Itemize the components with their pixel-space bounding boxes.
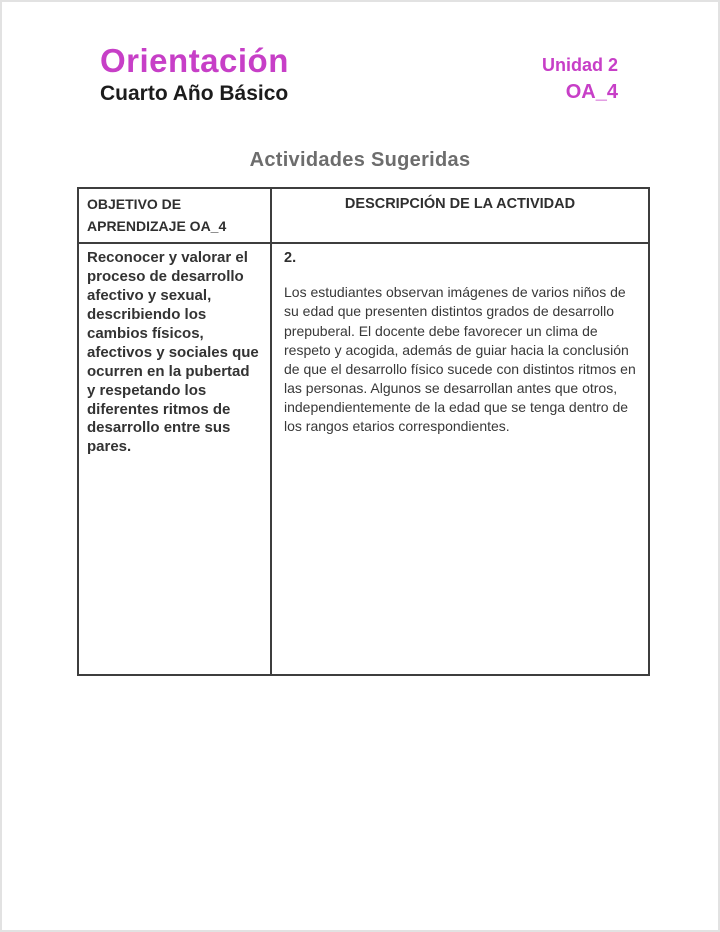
- document-header: [100, 43, 289, 106]
- description-cell: [271, 243, 649, 675]
- column-header-description: DESCRIPCIÓN DE LA ACTIVIDAD: [271, 188, 649, 243]
- table-header-row: [78, 188, 649, 243]
- activities-table: [77, 187, 650, 676]
- section-heading: Actividades Sugeridas: [249, 149, 471, 171]
- document-header-meta: [542, 54, 618, 104]
- activity-number: 2.: [284, 250, 297, 267]
- table-row: [78, 243, 649, 675]
- objective-cell: Reconocer y valorar el proceso de desarrollo afectivo y sexual, describiendo los cambios físicos, afectivos y sociales que ocurren en la pubertad y respetando los diferentes ritmos de desarrollo entre sus pares.: [78, 243, 271, 675]
- oa-code-label: OA_4: [565, 80, 618, 103]
- column-header-objective: OBJETIVO DE APRENDIZAJE OA_4: [78, 188, 271, 243]
- activity-description: Los estudiantes observan imágenes de varios niños de su edad que presenten distintos grados de desarrollo prepuberal. El docente debe favorecer un clima de respeto y acogida, además de guiar hacia la conclusión de que el desarrollo físico sucede con distintos ritmos en las personas. Algunos se desarrollan antes que otros, independientemente de la edad que se tenga dentro de los rangos etarios correspondientes.: [284, 284, 636, 435]
- page-title: Orientación: [100, 42, 289, 79]
- page-subtitle: Cuarto Año Básico: [100, 82, 289, 106]
- unit-label: Unidad 2: [541, 55, 618, 75]
